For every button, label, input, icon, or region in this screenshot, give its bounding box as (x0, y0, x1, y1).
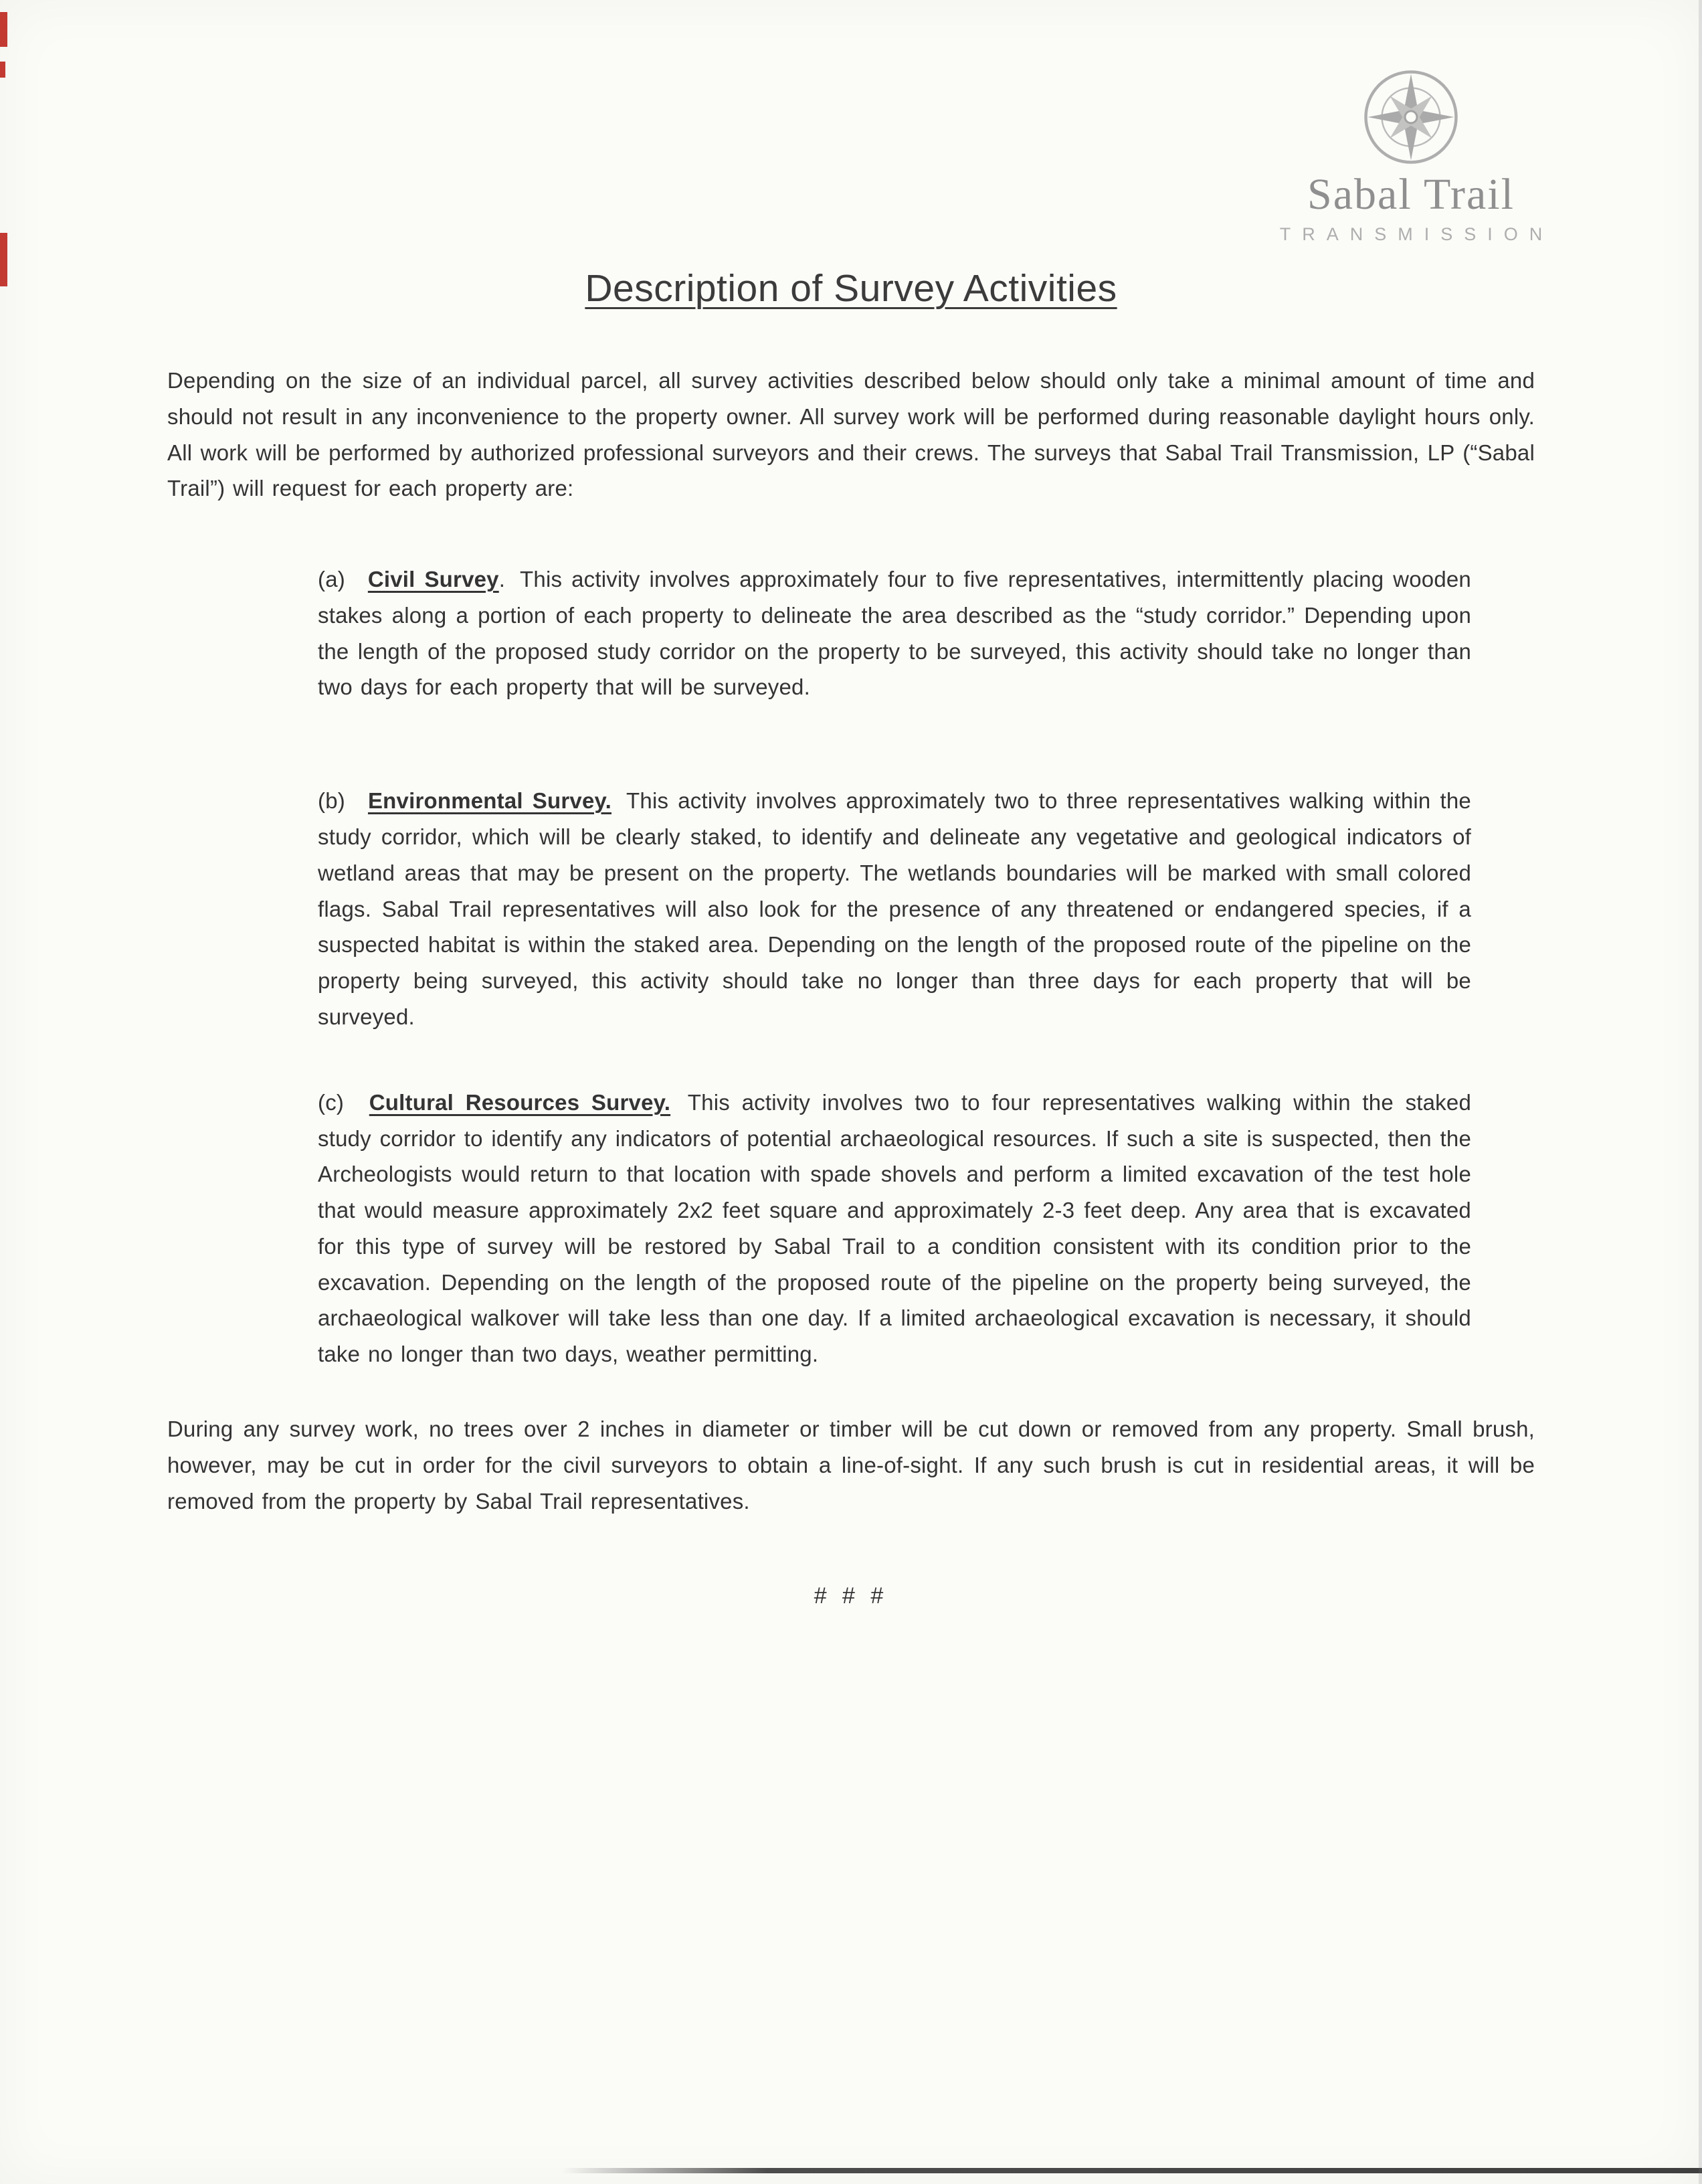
closing-paragraph: During any survey work, no trees over 2 inches in diameter or timber will be cut down or removed from any property. Small brush, however, may be cut in order for the civil surveyors to obtain a line-of-sight. If any such brush is cut in residential areas, it will be removed from the property by Sabal Trail representatives. (167, 1416, 1535, 1514)
item-label: (a) (318, 567, 345, 592)
page-title: Description of Survey Activities (585, 267, 1117, 310)
item-cultural-resources-survey (318, 1085, 1471, 1372)
item-heading: Environmental Survey. (367, 788, 611, 814)
scan-red-mark (0, 62, 5, 78)
item-body-text: This activity involves approximately two to three representatives walking within the study corridor, which will be clearly staked, to identify and delineate any vegetative and geological indicators of wetland areas that may be present on the property. The wetlands boundaries will be marked with small colored flags. Sabal Trail representatives will also look for the presence of any threatened or endangered species, if a suspected habitat is within the staked area. Depending on the length of the proposed route of the pipeline on the property being surveyed, this activity should take no longer than three days for each property that will be surveyed. (318, 788, 1471, 1029)
end-mark: # # # (814, 1583, 888, 1609)
scan-red-mark (0, 12, 7, 47)
compass-rose-icon (1361, 67, 1461, 167)
item-heading: Cultural Resources Survey. (369, 1089, 671, 1115)
item-environmental-survey (318, 783, 1471, 1034)
item-label: (b) (318, 788, 345, 814)
survey-items-list (318, 561, 1471, 1372)
logo-subtitle: TRANSMISSION (1279, 224, 1554, 245)
item-heading: Civil Survey (367, 567, 499, 592)
scan-red-mark (0, 233, 7, 286)
item-body-text: This activity involves two to four representatives walking within the staked study corridor to identify any indicators of potential archaeological resources. If such a site is suspected, then the Archeologists would return to that location with spade shovels and perform a limited excavation of the test hole that would measure approximately 2x2 feet square and approximately 2-3 feet deep. Any area that is excavated for this type of survey will be restored by Sabal Trail to a condition consistent with its condition prior to the excavation. Depending on the length of the proposed route of the pipeline on the property being surveyed, the archaeological walkover will take less than one day. If a limited archaeological excavation is necessary, it should take no longer than two days, weather permitting. (318, 1089, 1471, 1367)
logo-wordmark: Sabal Trail (1307, 170, 1515, 219)
scan-edge-shadow (1699, 0, 1702, 2184)
intro-paragraph: Depending on the size of an individual parcel, all survey activities described below should only take a minimal amount of time and should not result in any inconvenience to the property owner. All survey work will be performed during reasonable daylight hours only. All work will be performed by authorized professional surveyors and their crews. The surveys that Sabal Trail Transmission, LP (“Sabal Trail”) will request for each property are: (167, 368, 1535, 501)
company-logo (1254, 67, 1568, 245)
item-body-text: This activity involves approximately four to five representatives, intermittently placing wooden stakes along a portion of each property to delineate the area described as the “study corridor.” Depending upon the length of the proposed study corridor on the property to be surveyed, this activity should take no longer than two days for each property that will be surveyed. (318, 567, 1471, 700)
scan-edge-line (562, 2168, 1702, 2173)
item-label: (c) (318, 1089, 345, 1115)
item-civil-survey (318, 561, 1471, 705)
item-heading-period: . (498, 567, 506, 592)
